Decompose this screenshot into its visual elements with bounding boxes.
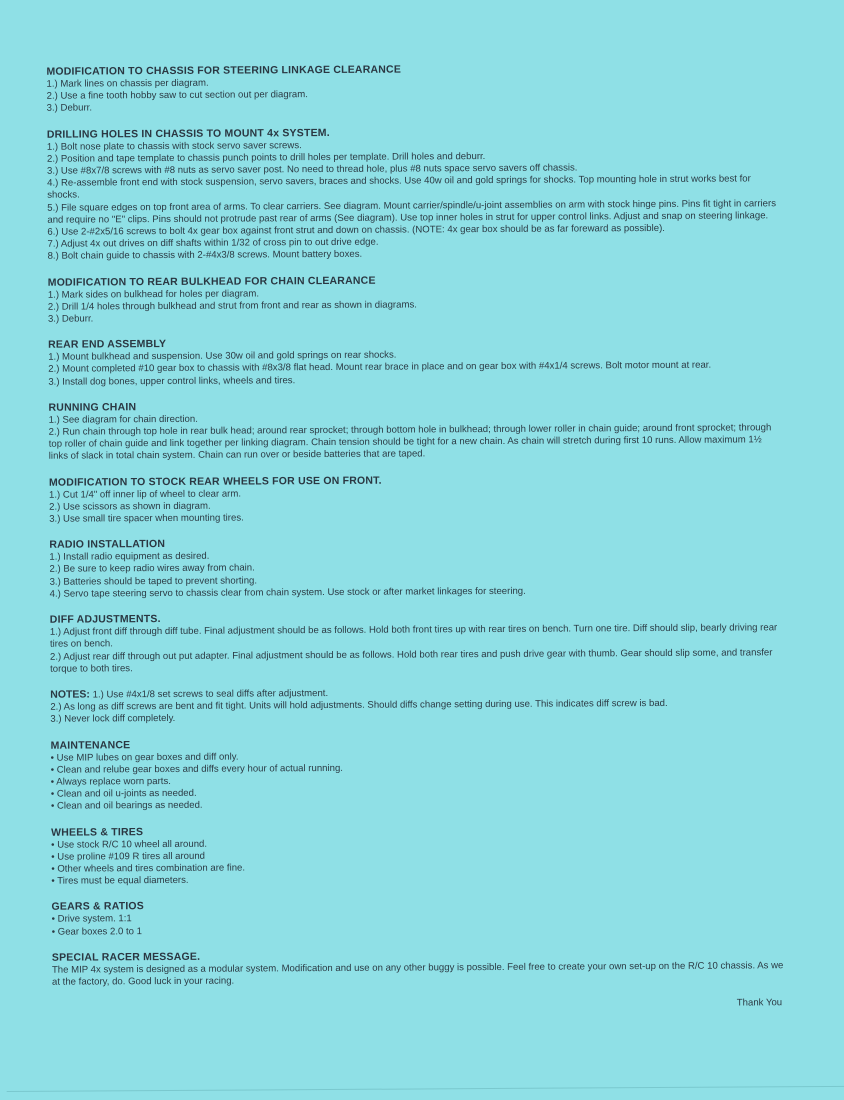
instruction-line: 1.) Mark lines on chassis per diagram. [46, 77, 209, 90]
instruction-line: • Clean and relube gear boxes and diffs every hour of actual running. [50, 762, 343, 776]
instruction-line: 6.) Use 2-#2x5/16 screws to bolt 4x gear box against front strut and down on chassis. (NOTE: 4x gear box should be as far foreward as possible). [47, 222, 665, 238]
instruction-line: 3.) Deburr. [47, 313, 94, 325]
instruction-line: 8.) Bolt chain guide to chassis with 2-#4x3/8 screws. Mount battery boxes. [47, 249, 363, 263]
instruction-line: 3.) Install dog bones, upper control links, wheels and tires. [48, 374, 296, 388]
instruction-line: 2.) Run chain through top hole in rear bulk head; around rear sprocket; through bottom hole in bulkhead; through lower roller in chain guide; around front sprocket; through top roller of chain guide and link together per linking diagram. Chain tension should be tight for a new chain. As chain will stretch during first 10 runs. Allow maximum 1½ links of slack in total chain system. Chain can run over or beside batteries that are taped. [48, 422, 772, 463]
notes-section [50, 684, 782, 726]
section-heading: SPECIAL RACER MESSAGE. [51, 950, 201, 964]
section-heading: RADIO INSTALLATION [49, 538, 166, 551]
bullet-sections [51, 735, 785, 989]
section-drilling-holes-in-chassis-to-mount-4x-system [47, 124, 780, 264]
section-special-racer-message [52, 947, 784, 989]
section-wheels-tires [51, 822, 783, 888]
section-heading: DRILLING HOLES IN CHASSIS TO MOUNT 4x SYSTEM. [46, 126, 330, 141]
instruction-line: 1.) Mount bulkhead and suspension. Use 30w oil and gold springs on rear shocks. [48, 349, 397, 363]
instruction-line: • Drive system. 1:1 [51, 913, 132, 926]
instruction-line: • Clean and oil u-joints as needed. [50, 787, 197, 800]
section-heading: DIFF ADJUSTMENTS. [49, 613, 161, 626]
notes-line: 3.) Never lock diff completely. [50, 713, 176, 726]
instruction-line: • Tires must be equal diameters. [51, 875, 189, 887]
section-heading: MODIFICATION TO STOCK REAR WHEELS FOR USE ON FRONT. [48, 474, 382, 489]
section-maintenance [51, 735, 783, 813]
instruction-line: 2.) Use scissors as shown in diagram. [49, 500, 211, 513]
instruction-line: • Clean and oil bearings as needed. [50, 800, 203, 813]
paper-edge [7, 1086, 844, 1092]
section-modification-to-stock-rear-wheels-for-use-on-front [49, 472, 781, 526]
instruction-line: 2.) Drill 1/4 holes through bulkhead and strut from front and rear as shown in diagrams. [47, 299, 417, 313]
instruction-line: 7.) Adjust 4x out drives on diff shafts within 1/32 of cross pin to out drive edge. [47, 236, 379, 250]
section-modification-to-rear-bulkhead-for-chain-clearance [48, 272, 780, 326]
instruction-line: 5.) File square edges on top front area of arms. To clear carriers. See diagram. Mount carrier/spindle/u-joint assemblies on arm with stock hinge pins. Pins fit tight in carriers and require no "E" clips. Pins should not protrude past rear of arms (See diagram). Use top inner holes in strut for upper control links. Adjust and snap on steering linkage. [47, 197, 777, 226]
instruction-line: 1.) See diagram for chain direction. [48, 413, 198, 426]
instruction-line: • Always replace worn parts. [50, 775, 171, 788]
closing-thank-you: Thank You [736, 997, 783, 1009]
section-heading: REAR END ASSEMBLY [48, 338, 167, 351]
section-heading: MAINTENANCE [50, 738, 131, 752]
section-heading: RUNNING CHAIN [48, 401, 137, 414]
section-heading: WHEELS & TIRES [51, 825, 144, 839]
section-heading: GEARS & RATIOS [51, 900, 145, 914]
notes-lines [50, 697, 782, 726]
instruction-line: • Gear boxes 2.0 to 1 [51, 925, 143, 938]
instruction-line: 3.) Use #8x7/8 screws with #8 nuts as servo saver post. No need to thread hole, plus #8 nuts space servo savers off chassis. [47, 162, 578, 177]
instruction-line: 2.) Position and tape template to chassis punch points to drill holes per template. Drill holes and deburr. [46, 150, 486, 165]
instruction-line: 2.) Adjust rear diff through out put adapter. Final adjustment should be as follows. Hold both rear tires and push drive gear with thumb. Gear should slip some, and transfer torque to both tires. [49, 646, 773, 675]
notes-line: 1.) Use #4x1/8 set screws to seal diffs after adjustment. [92, 687, 329, 701]
instruction-line: 3.) Use small tire spacer when mounting tires. [49, 512, 244, 525]
instruction-line: 2.) Be sure to keep radio wires away from chain. [49, 562, 255, 576]
instruction-line: 1.) Mark sides on bulkhead for holes per diagram. [47, 288, 260, 301]
instruction-line: • Use MIP lubes on gear boxes and diff only. [50, 751, 239, 764]
instruction-line: 4.) Re-assemble front end with stock suspension, servo savers, braces and shocks. Use 40w oil and gold springs for shocks. Top mounting hole in strut works best for shocks. [47, 173, 751, 202]
section-radio-installation [49, 535, 781, 601]
instruction-sections [46, 61, 782, 675]
section-heading: MODIFICATION TO CHASSIS FOR STEERING LINKAGE CLEARANCE [46, 63, 402, 78]
instruction-line: 2.) Mount completed #10 gear box to chassis with #8x3/8 flat head. Mount rear brace in place and on gear box with #4x1/4 screws. Bolt motor mount at rear. [48, 360, 712, 376]
instruction-line: 2.) Use a fine tooth hobby saw to cut section out per diagram. [46, 89, 308, 102]
instruction-line: • Other wheels and tires combination are fine. [51, 862, 246, 875]
notes-line: 2.) As long as diff screws are bent and fit tight. Units will hold adjustments. Should diffs change setting during use. This indicates diff screw is bad. [50, 698, 668, 713]
instruction-line: 1.) Adjust front diff through diff tube. Final adjustment should be as follows. Hold both front tires up with rear tires on bench. Turn one tire. Diff should slip, bearly driving rear tires on bench. [49, 622, 778, 651]
section-gears-ratios [52, 897, 784, 939]
section-heading: MODIFICATION TO REAR BULKHEAD FOR CHAIN CLEARANCE [47, 274, 376, 289]
section-running-chain [48, 397, 780, 463]
instruction-line: 1.) Cut 1/4" off inner lip of wheel to clear arm. [48, 488, 242, 501]
notes-label: NOTES: [50, 688, 90, 701]
instruction-line: • Use proline #109 R tires all around [51, 850, 206, 863]
instruction-line: 1.) Install radio equipment as desired. [49, 551, 210, 563]
section-rear-end-assembly [48, 334, 780, 388]
instruction-line: 1.) Bolt nose plate to chassis with stock servo saver screws. [46, 139, 302, 153]
section-diff-adjustments [50, 609, 782, 675]
instruction-line: 3.) Deburr. [46, 102, 93, 115]
instruction-line: 4.) Servo tape steering servo to chassis clear from chain system. Use stock or after market linkages for steering. [49, 585, 526, 600]
section-modification-to-chassis-for-steering-linkage-clearance [46, 61, 778, 115]
instruction-line: The MIP 4x system is designed as a modular system. Modification and use on any other buggy is possible. Feel free to create your own set-up on the R/C 10 chassis. As we at the factory, do. Good luck in your racing. [51, 959, 784, 988]
instruction-line: • Use stock R/C 10 wheel all around. [51, 838, 208, 851]
instruction-line: 3.) Batteries should be taped to prevent shorting. [49, 575, 258, 588]
